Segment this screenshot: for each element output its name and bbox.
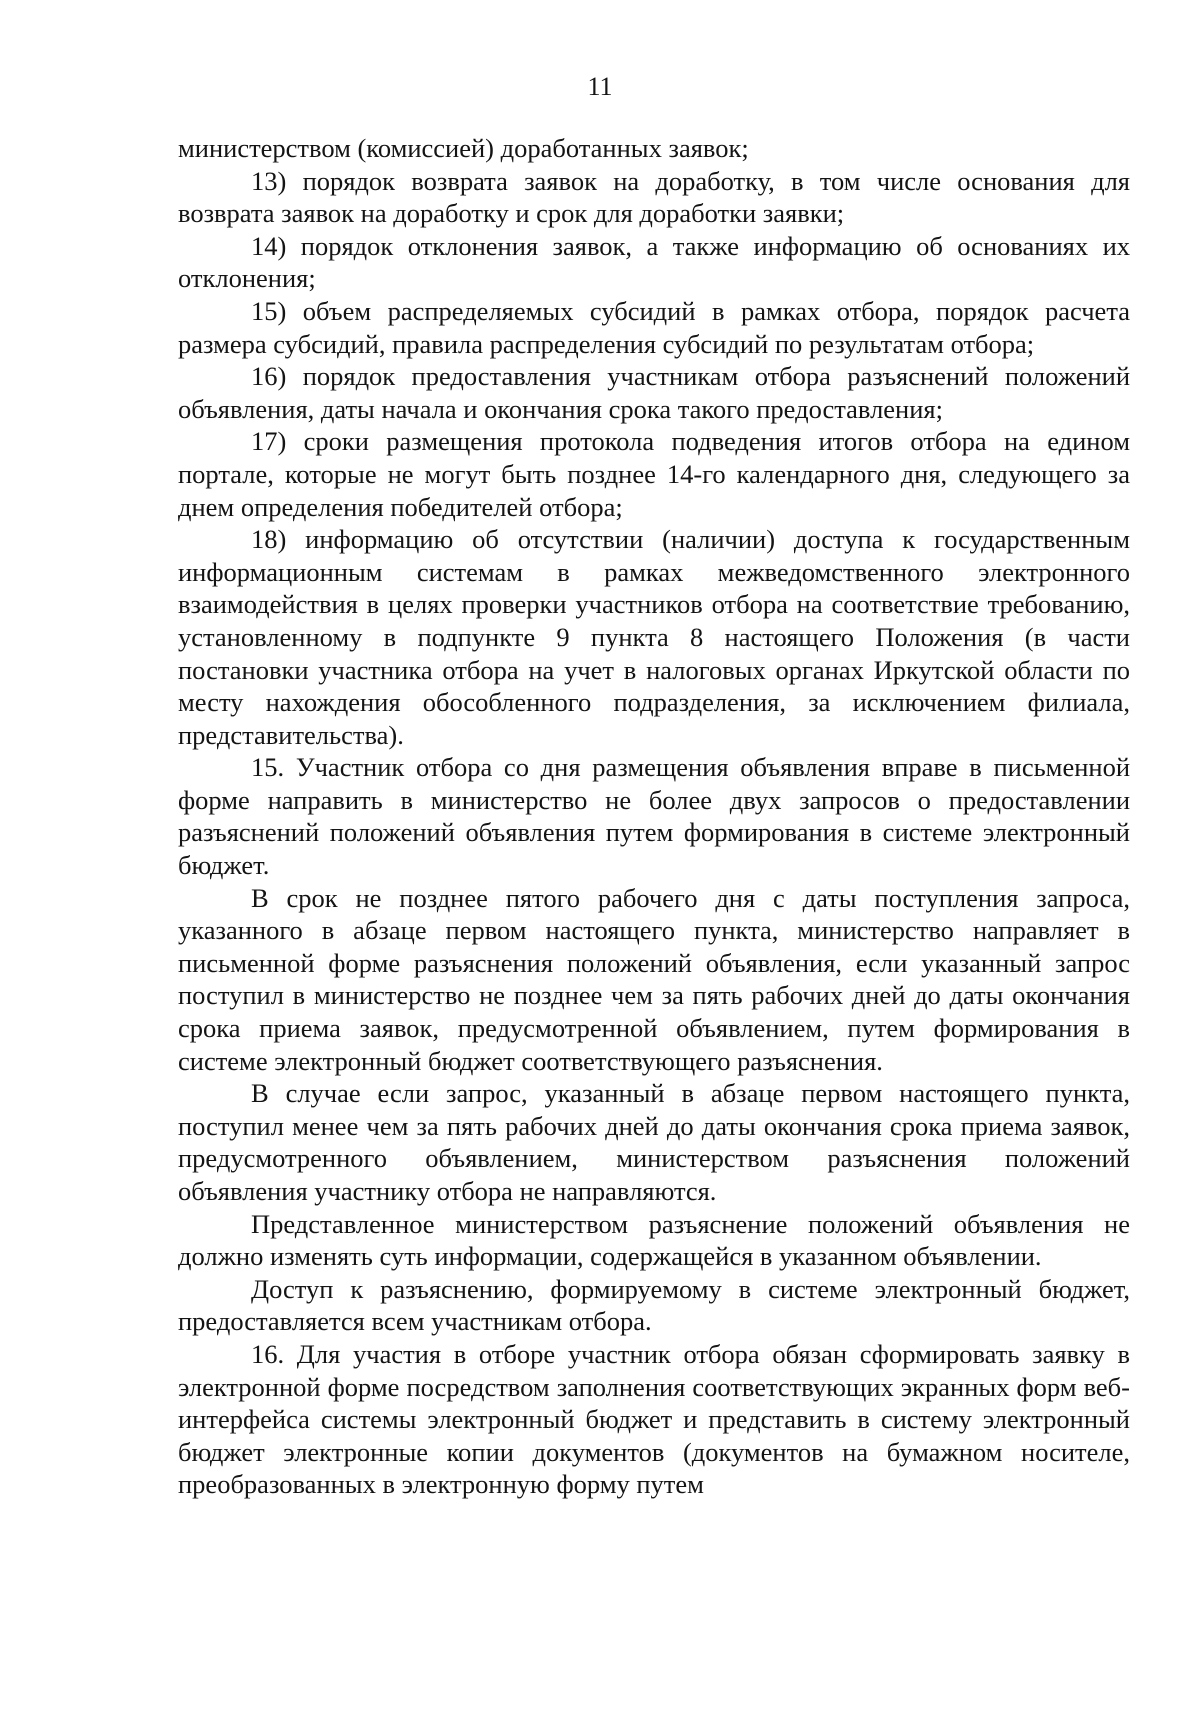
clause-15: 15. Участник отбора со дня размещения объявления вправе в письменной форме направить в министерство не более двух запросов о предоставлении разъяснений положений объявления путем формирования в системе электронный бюджет. [178,752,1130,881]
list-item-14: 14) порядок отклонения заявок, а также информацию об основаниях их отклонения; [178,230,1130,294]
clause-15-paragraph-3: В случае если запрос, указанный в абзаце первом настоящего пункта, поступил менее чем за пять рабочих дней до даты окончания срока приема заявок, предусмотренного объявлением, министерством разъяснения положений объявления участнику отбора не направляются. [178,1078,1130,1206]
page-number: 11 [587,72,613,101]
paragraph-continuation: министерством (комиссией) доработанных заявок; [178,133,749,163]
clause-15-paragraph-4: Представленное министерством разъяснение положений объявления не должно изменять суть информации, содержащейся в указанном объявлении. [178,1208,1130,1272]
clause-15-paragraph-5: Доступ к разъяснению, формируемому в системе электронный бюджет, предоставляется всем участникам отбора. [178,1273,1130,1337]
clause-15-paragraph-2: В срок не позднее пятого рабочего дня с даты поступления запроса, указанного в абзаце первом настоящего пункта, министерство направляет в письменной форме разъяснения положений объявления, если указанный запрос поступил в министерство не позднее чем за пять рабочих дней до даты окончания срока приема заявок, предусмотренной объявлением, путем формирования в системе электронный бюджет соответствующего разъяснения. [178,882,1130,1076]
document-body [178,132,1130,1501]
list-item-16: 16) порядок предоставления участникам отбора разъяснений положений объявления, даты начала и окончания срока такого предоставления; [178,361,1130,424]
clause-16: 16. Для участия в отборе участник отбора обязан сформировать заявку в электронной форме посредством заполнения соответствующих экранных форм веб-интерфейса системы электронный бюджет и представить в систему электронный бюджет электронные копии документов (документов на бумажном носителе, преобразованных в электронную форму путем [178,1338,1130,1500]
list-item-17: 17) сроки размещения протокола подведения итогов отбора на едином портале, которые не могут быть позднее 14-го календарного дня, следующего за днем определения победителей отбора; [178,426,1130,522]
list-item-18: 18) информацию об отсутствии (наличии) доступа к государственным информационным системам в рамках межведомственного электронного взаимодействия в целях проверки участников отбора на соответствие требованию, установленному в подпункте 9 пункта 8 настоящего Положения (в части постановки участника отбора на учет в налоговых органах Иркутской области по месту нахождения обособленного подразделения, за исключением филиала, представительства). [178,524,1130,750]
list-item-15: 15) объем распределяемых субсидий в рамках отбора, порядок расчета размера субсидий, правила распределения субсидий по результатам отбора; [178,295,1130,359]
list-item-13: 13) порядок возврата заявок на доработку, в том числе основания для возврата заявок на доработку и срок для доработки заявки; [178,165,1130,229]
